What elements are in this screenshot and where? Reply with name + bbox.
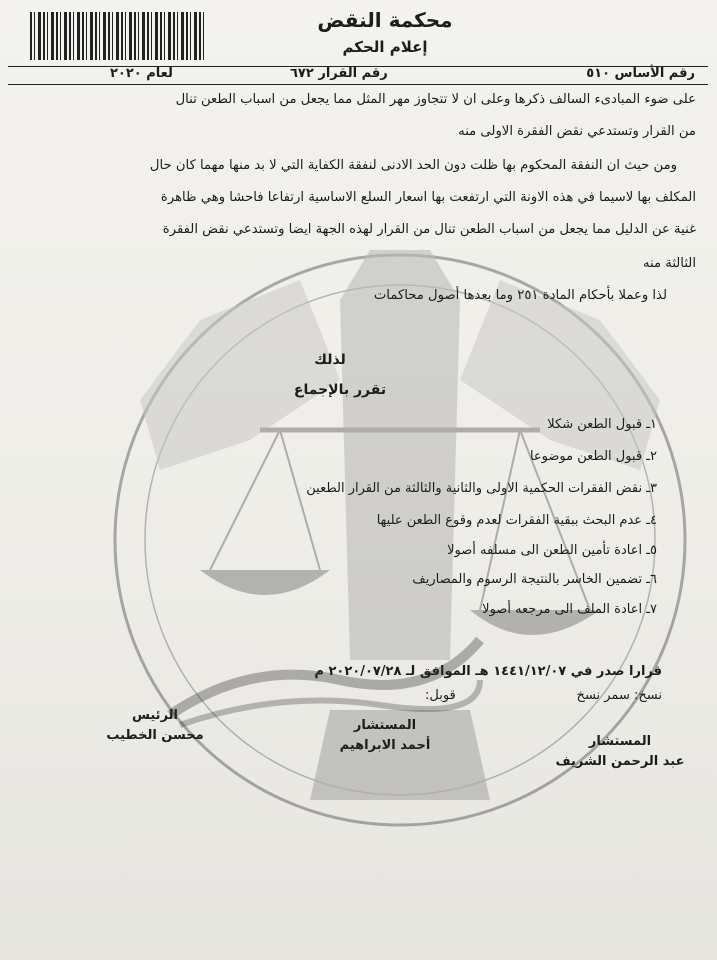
document-title: إعلام الحكم [342,38,428,56]
body-line-2: من القرار وتستدعي نقض الفقرة الاولى منه [458,124,696,139]
body-line-3: ومن حيث ان النفقة المحكوم بها ظلت دون الحد الادنى لنفقة الكفاية التي لا بد منها مهما كان حال [149,158,677,173]
ruling-item-5: ٥ـ اعادة تأمين الطعن الى مسلفه أصولا [447,543,657,558]
counselor-2-role: المستشار [588,734,652,749]
ruling-item-6: ٦ـ تضمين الخاسر بالنتيجة الرسوم والمصاريف [412,572,657,587]
checked-by: قوبل: [425,688,456,703]
ruling-item-4: ٤ـ عدم البحث ببقية الفقرات لعدم وقوع الطعن عليها [376,513,657,528]
therefore-heading: لذلك [314,352,346,368]
decision-number: رقم القرار ٦٧٢ [290,66,388,81]
year: لعام ٢٠٢٠ [110,66,173,81]
ruling-item-2: ٢ـ قبول الطعن موضوعا [529,449,657,464]
header-bottom-rule [8,84,708,85]
body-line-7: لذا وعملا بأحكام المادة ٢٥١ وما بعدها أصول محاكمات [373,288,667,303]
president-role: الرئيس [132,708,178,723]
counselor-2-name: عبد الرحمن الشريف [555,754,685,769]
counselor-1-role: المستشار [353,718,417,733]
president-name: محسن الخطيب [106,728,204,743]
ruling-item-7: ٧ـ اعادة الملف الى مرجعه أصولا [482,602,657,617]
unanimous-decision-heading: تقرر بالإجماع [293,382,387,398]
base-number: رقم الأساس ٥١٠ [586,66,695,81]
ruling-item-3: ٣ـ نقض الفقرات الحكمية الاولى والثانية والثالثة من القرار الطعين [306,481,657,496]
counselor-1-name: أحمد الابراهيم [339,738,431,753]
ruling-item-1: ١ـ قبول الطعن شكلا [547,417,657,432]
court-stamp [160,620,490,730]
issue-date: قرارا صدر في ١٤٤١/١٢/٠٧ هـ الموافق لـ ٢٠٢٠/٠٧/٢٨ م [314,664,662,679]
body-line-5: غنية عن الدليل مما يجعل من اسباب الطعن تنال من القرار لهذه الجهة ايضا وتستدعي نقض الفقرة [162,222,696,237]
barcode [30,12,205,60]
body-line-1: على ضوء المبادىء السالف ذكرها وعلى ان لا تتجاوز مهر المثل مما يجعل من اسباب الطعن تنال [175,92,696,107]
body-line-6: الثالثة منه [642,256,696,271]
court-name: محكمة النقض [317,8,453,32]
body-line-4: المكلف بها لاسيما في هذه الاونة التي ارتفعت بها اسعار السلع الاساسية ارتفاعا فاحشا وهي ظاهرة [160,190,696,205]
copied-by: نسخ: سمر نسخ [576,688,662,703]
